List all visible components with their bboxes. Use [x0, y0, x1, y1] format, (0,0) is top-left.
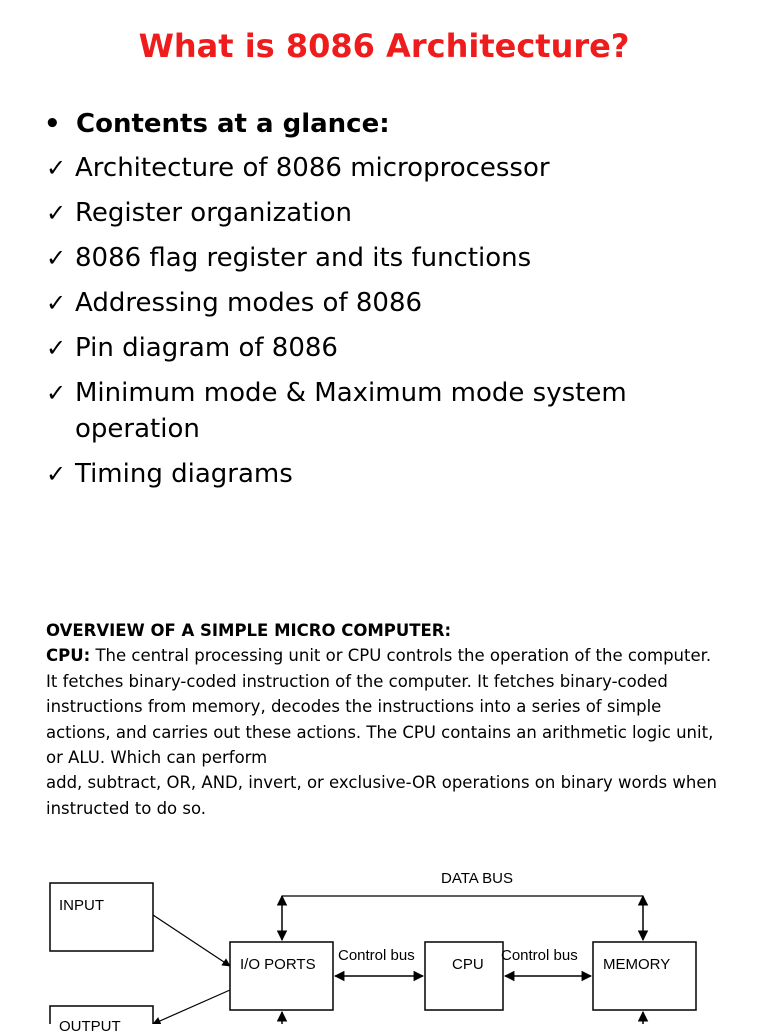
checklist-item-label: Pin diagram of 8086 — [75, 333, 338, 363]
checkmark-icon: ✓ — [46, 199, 67, 227]
checklist-item-label: 8086 flag register and its functions — [75, 243, 532, 273]
checklist-item-label: Register organization — [75, 198, 352, 228]
input-to-io-arrow — [153, 915, 230, 966]
checklist-item — [46, 456, 746, 492]
control-bus-right-label: Control bus — [501, 947, 578, 964]
contents-checklist — [46, 150, 746, 501]
checklist-item — [46, 330, 746, 366]
cpu-label: CPU — [452, 956, 484, 973]
cpu-paragraph — [46, 643, 726, 770]
memory-label: MEMORY — [603, 956, 671, 973]
io-ports-label: I/O PORTS — [240, 956, 316, 973]
io-to-output-arrow — [153, 990, 230, 1024]
contents-label: Contents at a glance: — [76, 109, 390, 139]
checklist-item — [46, 240, 746, 276]
microcomputer-block-diagram — [0, 858, 768, 1035]
input-label: INPUT — [59, 897, 104, 914]
output-label: OUTPUT — [59, 1018, 121, 1035]
cpu-box — [425, 942, 503, 1010]
checkmark-icon: ✓ — [46, 154, 67, 182]
checkmark-icon: ✓ — [46, 460, 67, 488]
data-bus-label: DATA BUS — [441, 870, 513, 887]
overview-heading: OVERVIEW OF A SIMPLE MICRO COMPUTER: — [46, 621, 452, 640]
checklist-item-label: Minimum mode & Maximum mode system operation — [75, 378, 627, 444]
checklist-item — [46, 150, 746, 186]
checkmark-icon: ✓ — [46, 334, 67, 362]
input-box — [50, 883, 153, 951]
checkmark-icon: ✓ — [46, 379, 67, 407]
diagram-lines — [0, 858, 768, 1024]
contents-intro — [44, 104, 390, 144]
checklist-item — [46, 195, 746, 231]
checklist-item — [46, 285, 746, 321]
checkmark-icon: ✓ — [46, 289, 67, 317]
checklist-item — [46, 375, 746, 447]
cpu-term: CPU: — [46, 646, 91, 666]
bullet-icon: • — [44, 109, 61, 139]
checklist-item-label: Addressing modes of 8086 — [75, 288, 423, 318]
overview-section — [46, 618, 726, 821]
cpu-description: The central processing unit or CPU controls the operation of the computer. It fetches binary-coded instruction of the computer. It fetches binary-coded instructions from memory, decodes the instructions into a series of simple actions, and carries out these actions. The CPU contains an arithmetic logic unit, or ALU. Which can perform — [46, 646, 714, 768]
memory-box — [593, 942, 696, 1010]
io-ports-box — [230, 942, 333, 1010]
checklist-item-label: Architecture of 8086 microprocessor — [75, 153, 550, 183]
alu-operations-paragraph: add, subtract, OR, AND, invert, or exclusive-OR operations on binary words when instructed to do so. — [46, 773, 717, 818]
control-bus-left-label: Control bus — [338, 947, 415, 964]
page-title: What is 8086 Architecture? — [138, 27, 630, 65]
checkmark-icon: ✓ — [46, 244, 67, 272]
checklist-item-label: Timing diagrams — [75, 459, 293, 489]
